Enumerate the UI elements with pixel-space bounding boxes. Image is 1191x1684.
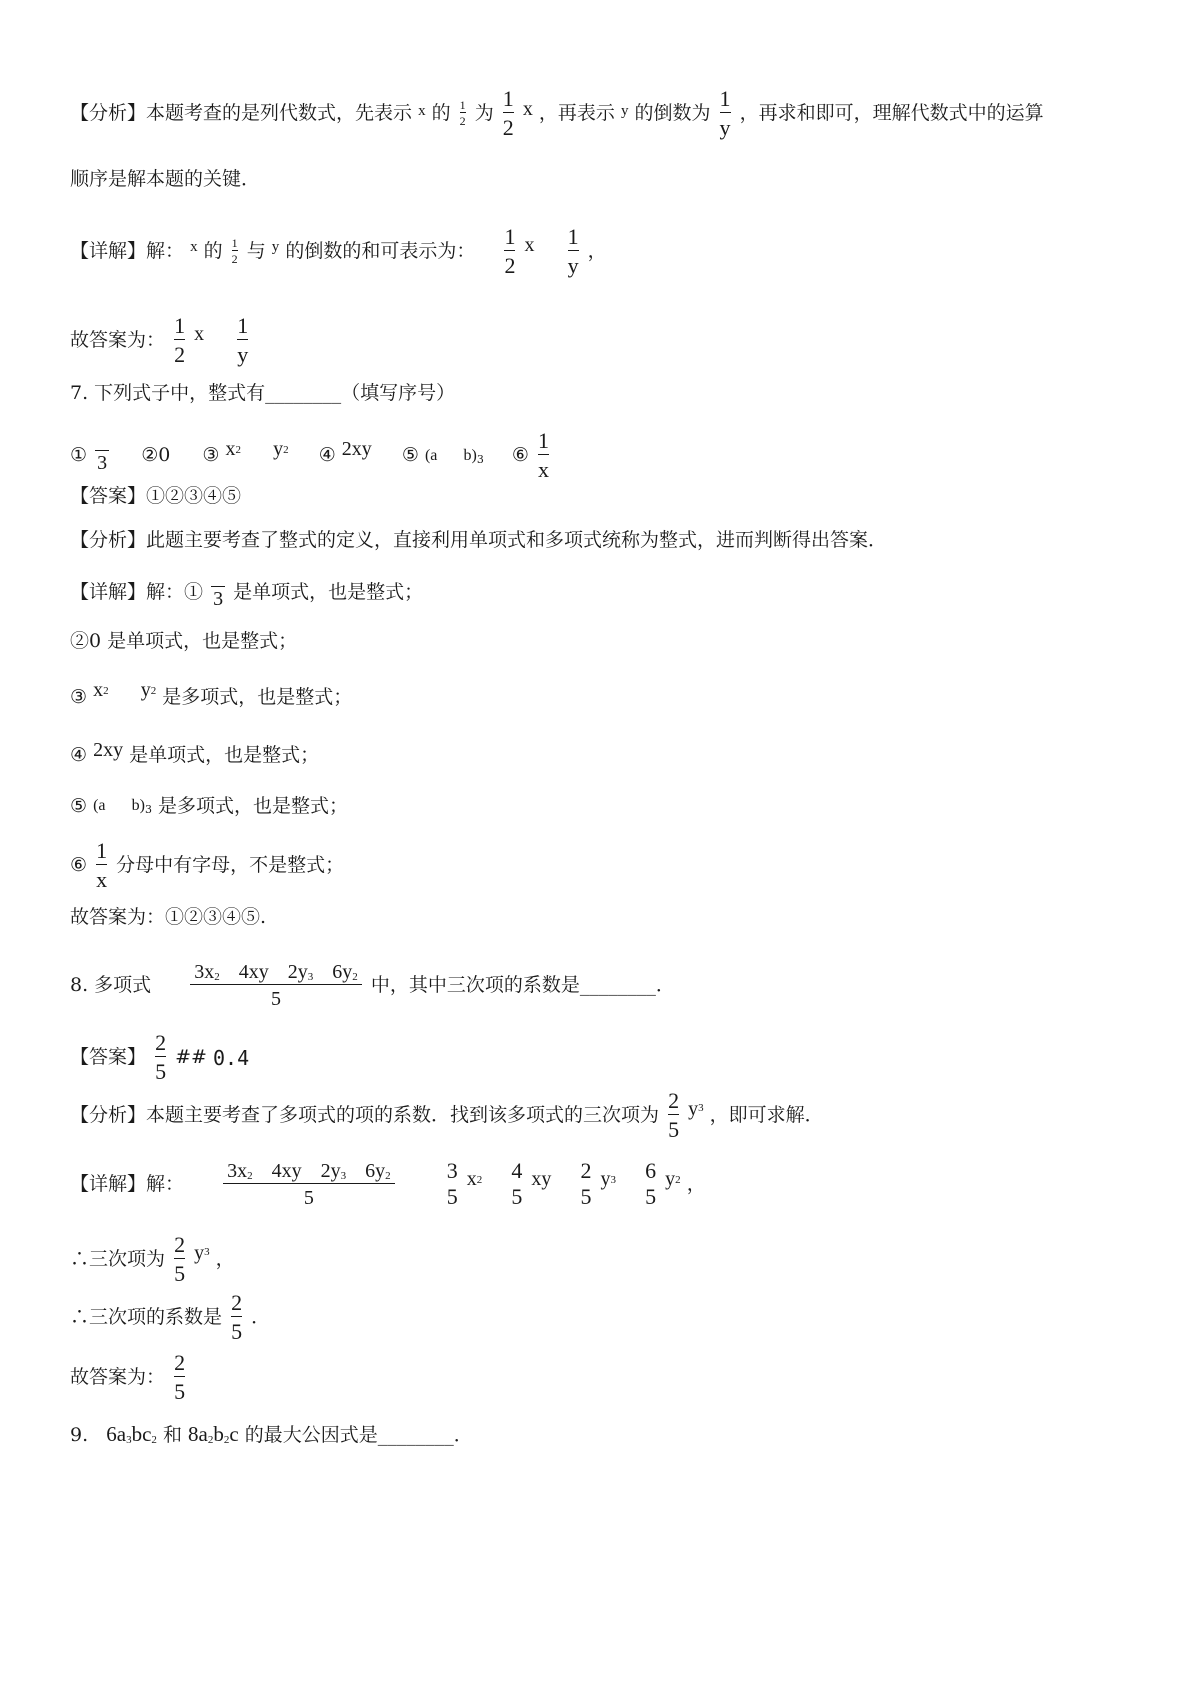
detail-7-d: [70, 740, 319, 765]
fraction-one-over-x: [538, 428, 549, 484]
var-x: x: [522, 97, 533, 120]
denominator: 5: [174, 1376, 185, 1405]
question-text: 的最大公因式是________．: [244, 1423, 473, 1446]
var-y: y: [600, 1168, 611, 1191]
numerator: 3: [446, 1158, 458, 1183]
fraction-over-3: [95, 450, 109, 474]
exponent: 3: [126, 1434, 132, 1446]
question-text: 7. 下列式子中，整式有________（填写序号）: [70, 382, 456, 404]
numerator: 1: [237, 313, 249, 338]
term: 2: [247, 1169, 253, 1182]
fraction-6-5: [645, 1158, 656, 1211]
fraction-half: [460, 99, 466, 130]
polynomial-fraction: [223, 1159, 395, 1210]
numerator: 1: [502, 86, 514, 111]
expr: c: [229, 1422, 239, 1446]
var-x: x: [466, 1168, 477, 1191]
exponent: 2: [150, 685, 157, 697]
text: 是多项式，也是整式；: [162, 685, 353, 708]
numerator: 2: [174, 1350, 186, 1375]
option-4: ④: [318, 444, 336, 467]
numerator: [223, 1159, 395, 1183]
text: ⑥: [70, 854, 88, 877]
term: 2: [385, 1169, 391, 1182]
text: ⑤: [70, 794, 88, 817]
numerator: [190, 960, 362, 984]
exponent: 2: [476, 1174, 483, 1187]
text: ，再表示: [538, 102, 615, 125]
fraction-one-over-x: [96, 838, 107, 894]
text: ③: [70, 685, 88, 708]
text: 【分析】本题考查的是列代数式，先表示: [70, 102, 413, 125]
text: 故答案为：: [70, 329, 166, 352]
denominator: x: [96, 864, 107, 893]
term: 3x: [227, 1159, 248, 1182]
exponent: 2: [283, 443, 289, 456]
fraction-two-fifths: [155, 1030, 166, 1086]
text: ④: [70, 743, 88, 766]
expr: bc: [131, 1422, 152, 1446]
option-2: ②0: [141, 444, 171, 467]
text: 【详解】解：①: [70, 580, 204, 603]
exponent: 2: [223, 1434, 230, 1446]
separator: ##: [175, 1046, 207, 1069]
text: 【详解】解：: [70, 240, 185, 263]
expr-2xy: 2xy: [341, 437, 372, 460]
numerator: 1: [538, 428, 550, 453]
text: ∴三次项的系数是: [70, 1306, 223, 1329]
question-9: [70, 1424, 473, 1446]
term: 4xy: [238, 961, 269, 983]
question-7: [70, 384, 455, 403]
var-x: x: [524, 233, 535, 256]
exponent: 3: [610, 1174, 617, 1187]
detail-8: [70, 1158, 706, 1211]
denominator: 2: [459, 114, 466, 129]
exponent: 2: [151, 1434, 157, 1446]
denominator: 5: [223, 1183, 395, 1210]
detail-7-f: [70, 838, 344, 894]
denominator: 2: [174, 339, 185, 368]
var-xy: xy: [531, 1168, 552, 1191]
detail-label: 【详解】解：: [70, 1172, 185, 1195]
text: ∴三次项为: [70, 1248, 166, 1271]
numerator: 1: [174, 313, 186, 338]
denominator: 2: [231, 252, 238, 267]
exponent: 2: [207, 1434, 214, 1446]
text: 的: [203, 240, 223, 263]
numerator: 2: [668, 1088, 680, 1113]
denominator: 5: [645, 1184, 657, 1210]
fraction-two-fifths: [668, 1088, 679, 1144]
option-1: ①: [70, 444, 88, 467]
denominator: 5: [446, 1184, 458, 1210]
fraction-over-3: [211, 586, 225, 610]
term: 2: [352, 971, 358, 983]
analysis-text: 【分析】本题主要考查了多项式的项的系数．找到该多项式的三次项为: [70, 1104, 660, 1127]
text: 的: [431, 102, 451, 125]
text: ，再求和即可，理解代数式中的运算: [739, 102, 1044, 125]
term: 2y: [287, 961, 308, 983]
var-y: y: [271, 238, 280, 255]
numerator: 2: [580, 1158, 592, 1183]
text: 是单项式，也是整式；: [233, 580, 424, 603]
text: 与: [246, 240, 266, 263]
analysis-7: [70, 531, 887, 550]
var-y: y: [140, 679, 151, 701]
term: 4xy: [271, 1159, 302, 1182]
exponent: 2: [235, 443, 241, 456]
detail-line: [70, 224, 607, 280]
option-6: ⑥: [511, 444, 529, 467]
var-x: x: [418, 102, 426, 119]
detail-7-c: [70, 680, 352, 707]
option-3: ③: [202, 444, 220, 467]
fraction-one-over-y: [237, 313, 248, 369]
denominator: 2: [503, 112, 514, 141]
question-text: 8. 多项式: [70, 974, 152, 997]
fraction-half-large: [503, 86, 514, 142]
fraction-4-5: [511, 1158, 522, 1211]
question-text: 中，其中三次项的系数是________．: [370, 974, 675, 997]
text: ，: [587, 240, 607, 263]
var-x: x: [190, 238, 198, 255]
analysis-text: 【分析】此题主要考查了整式的定义，直接利用单项式和多项式统称为整式，进而判断得出答案．: [70, 529, 888, 551]
detail-7-a: [70, 582, 423, 610]
text: 是单项式，也是整式；: [129, 743, 320, 766]
term: 3x: [194, 961, 215, 983]
numerator: 6: [645, 1158, 657, 1183]
final-7: [70, 908, 266, 927]
numerator: 1: [719, 86, 731, 111]
denominator: y: [568, 250, 579, 279]
term: 6y: [332, 961, 353, 983]
expr: b): [463, 446, 477, 464]
var-y: y: [194, 1241, 205, 1264]
denominator: y: [237, 339, 248, 368]
fraction-2-5: [580, 1158, 591, 1211]
exponent: 2: [675, 1174, 681, 1187]
denominator: 5: [668, 1114, 679, 1143]
polynomial-fraction: [190, 960, 362, 1011]
var-y: y: [620, 102, 629, 119]
numerator: 1: [96, 838, 108, 863]
numerator: 2: [174, 1232, 186, 1257]
text: 的倒数的和可表示为：: [285, 240, 476, 263]
analysis-line-2: [70, 170, 260, 189]
question-7-options: [70, 428, 552, 484]
denominator: 5: [190, 984, 362, 1011]
denominator: 5: [174, 1258, 185, 1287]
term: 6y: [365, 1159, 386, 1182]
answer-label: 【答案】: [70, 1046, 147, 1069]
text: ②0 是单项式，也是整式；: [70, 630, 298, 652]
fraction-half-large: [174, 313, 185, 369]
numerator: 1: [504, 224, 516, 249]
denominator: 5: [155, 1056, 166, 1085]
text: 分母中有字母，不是整式；: [116, 854, 345, 877]
numerator: 1: [459, 97, 466, 112]
fraction-one-over-y: [720, 86, 731, 142]
detail-8-b: [70, 1232, 235, 1288]
punct: ，: [686, 1172, 706, 1195]
question-8: [70, 960, 675, 1011]
numerator: 1: [567, 224, 579, 249]
analysis-line-1: [70, 86, 1044, 142]
numerator: 4: [511, 1158, 523, 1183]
analysis-8: [70, 1088, 824, 1144]
answer-line: [70, 313, 251, 369]
text: 的倒数为: [634, 102, 711, 125]
text: ，: [215, 1248, 235, 1271]
expr: (a: [93, 797, 106, 814]
text: ．: [251, 1306, 271, 1329]
expr: 6a: [106, 1422, 127, 1446]
text: 和: [162, 1423, 182, 1446]
var-y: y: [665, 1168, 676, 1191]
numerator: 2: [155, 1030, 167, 1055]
fraction-one-over-y: [568, 224, 579, 280]
question-number: 9.: [70, 1423, 89, 1446]
exponent: 3: [476, 452, 484, 466]
exponent: 3: [698, 1101, 704, 1114]
fraction-two-fifths: [174, 1232, 185, 1288]
term: 3: [340, 1169, 347, 1182]
term: 2y: [320, 1159, 341, 1182]
decimal-answer: 0.4: [213, 1045, 250, 1070]
expr-2xy: 2xy: [93, 739, 124, 761]
expr: b: [213, 1422, 224, 1446]
denominator: 5: [580, 1184, 592, 1210]
fraction-two-fifths: [231, 1290, 242, 1346]
final-answer-text: 故答案为：①②③④⑤.: [70, 906, 267, 928]
term: 3: [307, 971, 314, 983]
var-x: x: [93, 679, 104, 701]
var-y: y: [688, 1097, 699, 1120]
fraction-3-5: [447, 1158, 458, 1211]
text: 为: [474, 102, 494, 125]
answer-7: [70, 487, 241, 506]
denominator: 3: [97, 451, 108, 474]
text: 顺序是解本题的关键．: [70, 168, 261, 190]
exponent: 3: [144, 803, 152, 816]
denominator: 5: [511, 1184, 523, 1210]
var-x: x: [225, 437, 236, 460]
analysis-text: ，即可求解．: [709, 1104, 824, 1127]
numerator: 1: [231, 235, 238, 250]
var-x: x: [194, 322, 205, 345]
fraction-half: [232, 237, 238, 268]
text: 是多项式，也是整式；: [158, 794, 349, 817]
fraction-two-fifths: [174, 1350, 185, 1406]
denominator: 2: [504, 250, 515, 279]
fraction-half-large: [504, 224, 515, 280]
expr: 8a: [188, 1422, 208, 1446]
denominator: 3: [213, 588, 224, 610]
final-answer-text: 故答案为：: [70, 1366, 166, 1389]
answer-8: [70, 1030, 249, 1086]
term: 2: [214, 971, 220, 983]
option-5: ⑤: [401, 444, 419, 467]
exponent: 3: [204, 1245, 210, 1258]
final-8: [70, 1350, 188, 1406]
answer-text: 【答案】①②③④⑤: [70, 485, 242, 507]
detail-8-c: [70, 1290, 270, 1346]
detail-7-e: [70, 796, 348, 816]
denominator: 5: [231, 1316, 242, 1345]
denominator: x: [538, 454, 549, 483]
denominator: y: [720, 112, 731, 141]
var-y: y: [273, 437, 284, 460]
detail-7-b: [70, 632, 297, 651]
expr: b): [131, 797, 145, 814]
expr: (a: [424, 446, 438, 464]
exponent: 2: [103, 685, 109, 697]
numerator: 2: [231, 1290, 243, 1315]
